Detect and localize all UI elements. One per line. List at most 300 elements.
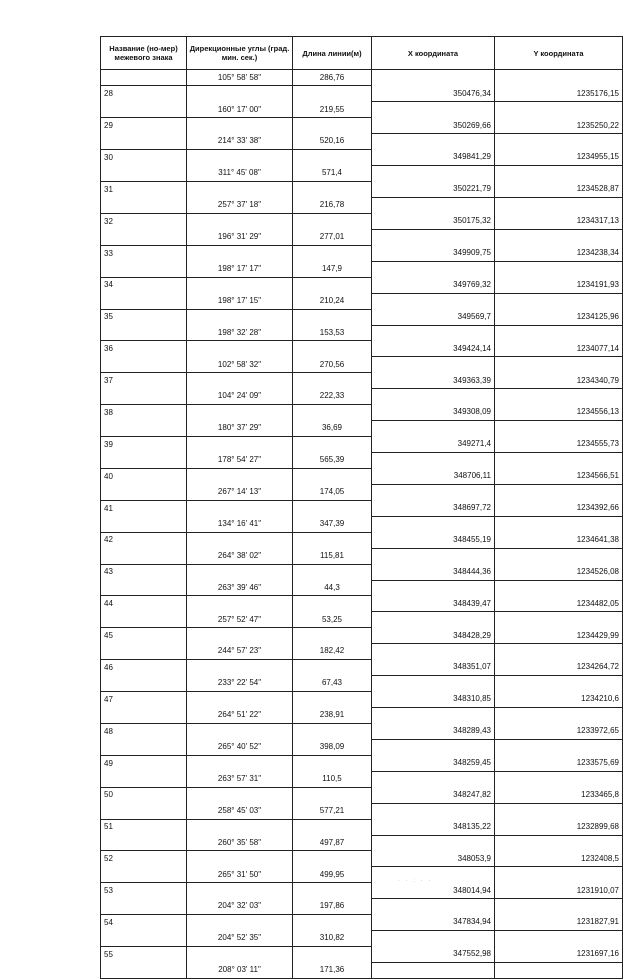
y-cell (495, 102, 623, 118)
mark-cell (101, 771, 187, 787)
boundary-coordinates-table (100, 36, 623, 979)
y-cell: 1233465,8 (495, 787, 623, 803)
segment-row (101, 803, 623, 819)
point-row (101, 819, 623, 835)
length-cell (293, 787, 372, 803)
x-cell (372, 580, 495, 596)
angle-cell: 244° 57' 23" (187, 644, 293, 660)
length-cell: 174,05 (293, 484, 372, 500)
mark-cell: 45 (101, 628, 187, 644)
y-cell (495, 484, 623, 500)
x-cell: 348439,47 (372, 596, 495, 612)
y-cell (495, 325, 623, 341)
x-cell: 349841,29 (372, 150, 495, 166)
mark-cell (101, 421, 187, 437)
segment-row (101, 357, 623, 373)
mark-cell (101, 229, 187, 245)
angle-cell (187, 564, 293, 580)
length-cell: 216,78 (293, 198, 372, 214)
point-row (101, 532, 623, 548)
segment-row (101, 293, 623, 309)
y-cell (495, 134, 623, 150)
y-cell (495, 516, 623, 532)
y-cell: 1234340,79 (495, 373, 623, 389)
y-cell: 1234482,05 (495, 596, 623, 612)
point-row (101, 628, 623, 644)
angle-cell: 105° 58' 58" (187, 70, 293, 86)
y-cell (495, 644, 623, 660)
mark-cell: 28 (101, 86, 187, 102)
angle-cell (187, 851, 293, 867)
x-cell: 350269,66 (372, 118, 495, 134)
angle-cell (187, 373, 293, 389)
x-cell (372, 453, 495, 469)
mark-cell: 52 (101, 851, 187, 867)
angle-cell: 102° 58' 32" (187, 357, 293, 373)
x-cell (372, 644, 495, 660)
x-cell: 348247,82 (372, 787, 495, 803)
segment-row (101, 739, 623, 755)
y-cell: 1234566,51 (495, 468, 623, 484)
angle-cell: 258° 45' 03" (187, 803, 293, 819)
y-cell (495, 676, 623, 692)
angle-cell (187, 118, 293, 134)
y-cell (495, 548, 623, 564)
mark-cell (101, 70, 187, 86)
segment-row (101, 389, 623, 405)
x-cell (372, 771, 495, 787)
x-cell (372, 931, 495, 947)
length-cell (293, 883, 372, 899)
x-cell (372, 166, 495, 182)
x-cell (372, 676, 495, 692)
segment-row (101, 516, 623, 532)
mark-cell: 36 (101, 341, 187, 357)
y-cell: 1232408,5 (495, 851, 623, 867)
mark-cell: 48 (101, 723, 187, 739)
x-cell (372, 835, 495, 851)
segment-row (101, 963, 623, 979)
y-cell: 1234526,08 (495, 564, 623, 580)
length-cell: 270,56 (293, 357, 372, 373)
length-cell (293, 628, 372, 644)
angle-cell (187, 150, 293, 166)
y-cell: 1233575,69 (495, 755, 623, 771)
point-row (101, 182, 623, 198)
length-cell: 67,43 (293, 676, 372, 692)
x-cell (372, 261, 495, 277)
point-row (101, 468, 623, 484)
length-cell (293, 532, 372, 548)
x-cell (372, 421, 495, 437)
x-cell: 348444,36 (372, 564, 495, 580)
x-cell (372, 739, 495, 755)
y-cell (495, 803, 623, 819)
scan-smudge: · · : · · (398, 878, 433, 884)
length-cell: 115,81 (293, 548, 372, 564)
length-cell: 499,95 (293, 867, 372, 883)
mark-cell: 49 (101, 755, 187, 771)
segment-row (101, 484, 623, 500)
angle-cell: 233° 22' 54" (187, 676, 293, 692)
y-cell (495, 70, 623, 86)
length-cell: 310,82 (293, 931, 372, 947)
x-cell: 349909,75 (372, 245, 495, 261)
angle-cell: 265° 40' 52" (187, 739, 293, 755)
y-cell (495, 739, 623, 755)
angle-cell (187, 277, 293, 293)
length-cell: 398,09 (293, 739, 372, 755)
point-row (101, 341, 623, 357)
segment-row (101, 867, 623, 883)
y-cell (495, 389, 623, 405)
point-row (101, 245, 623, 261)
angle-cell: 264° 38' 02" (187, 548, 293, 564)
y-cell: 1234264,72 (495, 660, 623, 676)
point-row (101, 500, 623, 516)
y-cell: 1234955,15 (495, 150, 623, 166)
mark-cell (101, 931, 187, 947)
mark-cell: 46 (101, 660, 187, 676)
angle-cell: 264° 51' 22" (187, 708, 293, 724)
angle-cell (187, 213, 293, 229)
point-row (101, 723, 623, 739)
y-cell (495, 899, 623, 915)
mark-cell: 37 (101, 373, 187, 389)
angle-cell: 198° 17' 15" (187, 293, 293, 309)
segment-row (101, 676, 623, 692)
mark-cell (101, 516, 187, 532)
mark-cell: 34 (101, 277, 187, 293)
mark-cell: 33 (101, 245, 187, 261)
y-cell (495, 580, 623, 596)
mark-cell (101, 963, 187, 979)
mark-cell (101, 835, 187, 851)
length-cell: 171,36 (293, 963, 372, 979)
mark-cell: 35 (101, 309, 187, 325)
mark-cell: 55 (101, 947, 187, 963)
length-cell (293, 755, 372, 771)
point-row (101, 692, 623, 708)
header-x: X координата (372, 37, 495, 70)
point-row (101, 915, 623, 931)
angle-cell: 178° 54' 27" (187, 453, 293, 469)
angle-cell (187, 532, 293, 548)
y-cell: 1234528,87 (495, 182, 623, 198)
angle-cell: 214° 33' 38" (187, 134, 293, 150)
length-cell (293, 245, 372, 261)
mark-cell (101, 708, 187, 724)
x-cell (372, 293, 495, 309)
y-cell: 1231910,07 (495, 883, 623, 899)
y-cell (495, 421, 623, 437)
x-cell: 348259,45 (372, 755, 495, 771)
angle-cell (187, 245, 293, 261)
x-cell (372, 484, 495, 500)
x-cell: 347552,98 (372, 947, 495, 963)
y-cell (495, 612, 623, 628)
mark-cell: 53 (101, 883, 187, 899)
y-cell (495, 261, 623, 277)
x-cell (372, 389, 495, 405)
length-cell: 147,9 (293, 261, 372, 277)
mark-cell: 38 (101, 405, 187, 421)
length-cell: 577,21 (293, 803, 372, 819)
angle-cell (187, 405, 293, 421)
length-cell (293, 723, 372, 739)
length-cell (293, 468, 372, 484)
x-cell: 348289,43 (372, 723, 495, 739)
length-cell (293, 182, 372, 198)
x-cell: 348428,29 (372, 628, 495, 644)
segment-row (101, 325, 623, 341)
y-cell: 1234392,66 (495, 500, 623, 516)
angle-cell (187, 596, 293, 612)
y-cell (495, 771, 623, 787)
length-cell: 238,91 (293, 708, 372, 724)
length-cell: 197,86 (293, 899, 372, 915)
angle-cell: 267° 14' 13" (187, 484, 293, 500)
length-cell (293, 277, 372, 293)
angle-cell: 311° 45' 08" (187, 166, 293, 182)
y-cell: 1234429,99 (495, 628, 623, 644)
angle-cell (187, 341, 293, 357)
mark-cell (101, 739, 187, 755)
x-cell (372, 963, 495, 979)
angle-cell (187, 468, 293, 484)
y-cell (495, 963, 623, 979)
x-cell (372, 516, 495, 532)
mark-cell (101, 803, 187, 819)
angle-cell (187, 437, 293, 453)
mark-cell: 50 (101, 787, 187, 803)
segment-row (101, 612, 623, 628)
point-row (101, 150, 623, 166)
length-cell (293, 118, 372, 134)
y-cell: 1235250,22 (495, 118, 623, 134)
mark-cell: 43 (101, 564, 187, 580)
mark-cell: 41 (101, 500, 187, 516)
segment-row (101, 70, 623, 86)
length-cell (293, 851, 372, 867)
y-cell: 1231697,16 (495, 947, 623, 963)
segment-row (101, 166, 623, 182)
angle-cell (187, 947, 293, 963)
segment-row (101, 580, 623, 596)
mark-cell: 32 (101, 213, 187, 229)
y-cell: 1234238,34 (495, 245, 623, 261)
y-cell: 1231827,91 (495, 915, 623, 931)
mark-cell (101, 357, 187, 373)
x-cell: 348310,85 (372, 692, 495, 708)
angle-cell (187, 915, 293, 931)
length-cell: 36,69 (293, 421, 372, 437)
x-cell: 350476,34 (372, 86, 495, 102)
x-cell: 348053,9 (372, 851, 495, 867)
mark-cell: 42 (101, 532, 187, 548)
angle-cell: 257° 52' 47" (187, 612, 293, 628)
angle-cell: 198° 32' 28" (187, 325, 293, 341)
angle-cell: 257° 37' 18" (187, 198, 293, 214)
segment-row (101, 548, 623, 564)
length-cell: 497,87 (293, 835, 372, 851)
mark-cell: 44 (101, 596, 187, 612)
angle-cell (187, 86, 293, 102)
point-row (101, 947, 623, 963)
point-row (101, 755, 623, 771)
mark-cell: 40 (101, 468, 187, 484)
y-cell (495, 293, 623, 309)
point-row (101, 596, 623, 612)
y-cell: 1234191,93 (495, 277, 623, 293)
point-row (101, 86, 623, 102)
segment-row (101, 835, 623, 851)
y-cell (495, 835, 623, 851)
segment-row (101, 899, 623, 915)
angle-cell: 160° 17' 00" (187, 102, 293, 118)
x-cell (372, 325, 495, 341)
point-row (101, 883, 623, 899)
mark-cell (101, 261, 187, 277)
mark-cell (101, 580, 187, 596)
x-cell: 349424,14 (372, 341, 495, 357)
point-row (101, 213, 623, 229)
mark-cell (101, 867, 187, 883)
length-cell (293, 150, 372, 166)
table-header-row (101, 37, 623, 70)
segment-row (101, 931, 623, 947)
point-row (101, 309, 623, 325)
angle-cell (187, 660, 293, 676)
length-cell (293, 660, 372, 676)
x-cell: 348706,11 (372, 468, 495, 484)
angle-cell (187, 309, 293, 325)
length-cell (293, 692, 372, 708)
mark-cell (101, 389, 187, 405)
x-cell (372, 70, 495, 86)
mark-cell: 47 (101, 692, 187, 708)
x-cell (372, 548, 495, 564)
angle-cell: 204° 52' 35" (187, 931, 293, 947)
length-cell (293, 309, 372, 325)
angle-cell (187, 628, 293, 644)
point-row (101, 405, 623, 421)
length-cell (293, 405, 372, 421)
y-cell: 1234317,13 (495, 213, 623, 229)
angle-cell (187, 182, 293, 198)
y-cell: 1234641,38 (495, 532, 623, 548)
angle-cell: 208° 03' 11" (187, 963, 293, 979)
y-cell (495, 708, 623, 724)
angle-cell: 104° 24' 09" (187, 389, 293, 405)
angle-cell (187, 723, 293, 739)
angle-cell: 260° 35' 58" (187, 835, 293, 851)
header-length: Длина линии(м) (293, 37, 372, 70)
mark-cell (101, 166, 187, 182)
point-row (101, 564, 623, 580)
mark-cell: 39 (101, 437, 187, 453)
angle-cell: 263° 39' 46" (187, 580, 293, 596)
angle-cell: 263° 57' 31" (187, 771, 293, 787)
table-body (101, 70, 623, 979)
angle-cell: 180° 37' 29" (187, 421, 293, 437)
point-row (101, 373, 623, 389)
mark-cell (101, 293, 187, 309)
segment-row (101, 771, 623, 787)
segment-row (101, 421, 623, 437)
x-cell: 349569,7 (372, 309, 495, 325)
x-cell (372, 198, 495, 214)
x-cell (372, 102, 495, 118)
mark-cell: 51 (101, 819, 187, 835)
y-cell (495, 453, 623, 469)
angle-cell (187, 883, 293, 899)
length-cell: 53,25 (293, 612, 372, 628)
length-cell (293, 86, 372, 102)
mark-cell (101, 198, 187, 214)
length-cell: 286,76 (293, 70, 372, 86)
header-y: Y координата (495, 37, 623, 70)
angle-cell (187, 500, 293, 516)
segment-row (101, 453, 623, 469)
length-cell: 153,53 (293, 325, 372, 341)
length-cell: 219,55 (293, 102, 372, 118)
angle-cell (187, 755, 293, 771)
y-cell: 1234556,13 (495, 405, 623, 421)
segment-row (101, 708, 623, 724)
mark-cell (101, 899, 187, 915)
y-cell: 1234125,96 (495, 309, 623, 325)
x-cell (372, 229, 495, 245)
angle-cell (187, 692, 293, 708)
x-cell (372, 134, 495, 150)
angle-cell: 265° 31' 50" (187, 867, 293, 883)
angle-cell: 204° 32' 03" (187, 899, 293, 915)
length-cell (293, 819, 372, 835)
angle-cell (187, 819, 293, 835)
angle-cell (187, 787, 293, 803)
length-cell (293, 341, 372, 357)
x-cell: 348455,19 (372, 532, 495, 548)
x-cell: 350175,32 (372, 213, 495, 229)
x-cell: 349271,4 (372, 437, 495, 453)
mark-cell: 30 (101, 150, 187, 166)
length-cell (293, 564, 372, 580)
point-row (101, 118, 623, 134)
length-cell (293, 596, 372, 612)
point-row (101, 437, 623, 453)
length-cell: 222,33 (293, 389, 372, 405)
y-cell (495, 229, 623, 245)
x-cell (372, 708, 495, 724)
length-cell: 571,4 (293, 166, 372, 182)
x-cell: 348351,07 (372, 660, 495, 676)
segment-row (101, 229, 623, 245)
x-cell (372, 357, 495, 373)
length-cell (293, 373, 372, 389)
x-cell: 348697,72 (372, 500, 495, 516)
y-cell: 1234555,73 (495, 437, 623, 453)
point-row (101, 277, 623, 293)
segment-row (101, 102, 623, 118)
x-cell: 349363,39 (372, 373, 495, 389)
x-cell: 347834,94 (372, 915, 495, 931)
mark-cell (101, 676, 187, 692)
mark-cell (101, 102, 187, 118)
point-row (101, 851, 623, 867)
mark-cell (101, 453, 187, 469)
y-cell: 1234210,6 (495, 692, 623, 708)
